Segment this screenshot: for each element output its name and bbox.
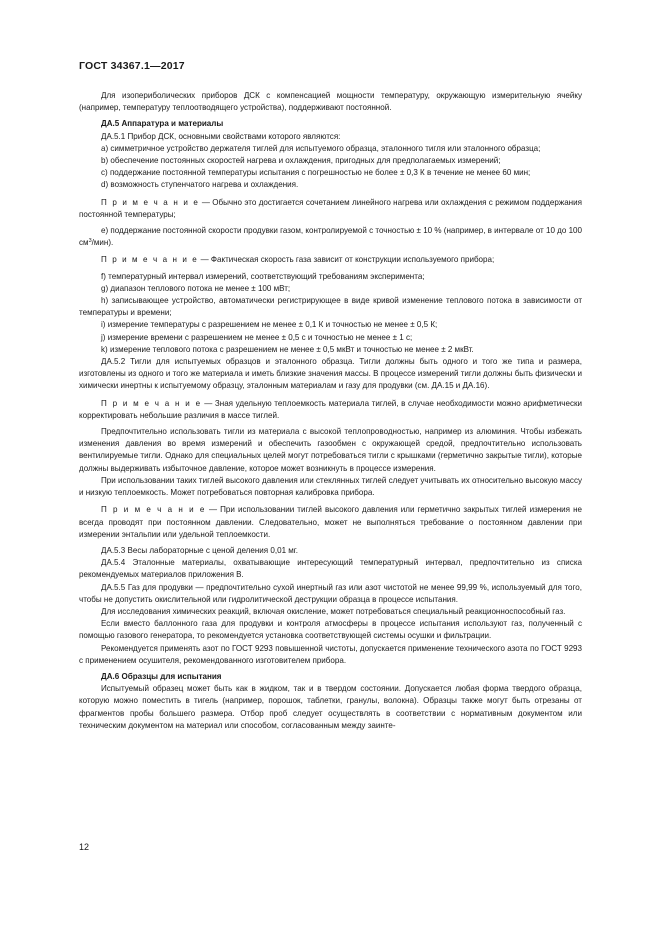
paragraph: Если вместо баллонного газа для продувки и контроля атмосферы в процессе испытания используют газ, полученный с помощью газового генератора, то рекомендуется установка соответствующей системы осушки и фильтрации.: [79, 619, 582, 641]
note: [79, 254, 582, 266]
list-item: f) температурный интервал измерений, соответствующий требованиям эксперимента;: [101, 271, 425, 281]
paragraph: Предпочтительно использовать тигли из материала с высокой теплопроводностью, например из алюминия. Чтобы избежать изменения давления во время измерений и обеспечить газообмен с окружающей средой, предпочтительно использовать вентилируемые тигли. Однако для специальных целей могут потребоваться тигли с крышками (герметично закрытые тигли), которые должны выдерживать избыточное давление, которое может возникнуть в процессе измерения.: [79, 427, 582, 473]
paragraph: Испытуемый образец может быть как в жидком, так и в твердом состоянии. Допускается любая форма твердого образца, которую можно поместить в тигель (например, порошок, таблетки, гранулы, волокна). Образцы также могут быть отрезаны от фрагментов пробы большего размера. Отбор проб следует осуществлять в соответствии с нормативным документом или техническим документом на материал или способом, согласованным между заинте-: [79, 684, 582, 730]
page-number: 12: [79, 842, 90, 852]
note-label: П р и м е ч а н и е: [101, 505, 206, 515]
note: [79, 504, 582, 541]
document-body: [79, 90, 582, 732]
note-label: П р и м е ч а н и е: [101, 197, 200, 207]
paragraph: Рекомендуется применять азот по ГОСТ 9293 повышенной чистоты, допускается применение технического азота по ГОСТ 9293 с применением осушителя, рекомендованного изготовителем прибора.: [79, 643, 582, 665]
document-header: ГОСТ 34367.1—2017: [79, 60, 185, 72]
paragraph: Для исследования химических реакций, включая окисление, может потребоваться специальный реакционноспособный газ.: [101, 606, 566, 616]
paragraph: При использовании таких тиглей высокого давления или стеклянных тиглей следует учитывать их относительно высокую массу и низкую теплоемкость. Может потребоваться повторная калибровка прибора.: [79, 475, 582, 498]
note-text: — При использовании тиглей высокого давления или герметично закрытых тиглей измерения не всегда проводят при постоянном давлении. Следовательно, может не выполняться требование о постоянном давлении при измерении энтальпии или удельной теплоемкости.: [79, 505, 583, 539]
list-item: с) поддержание постоянной температуры испытания с погрешностью не более ± 0,3 К в течение не менее 60 мин;: [101, 168, 531, 178]
note-label: П р и м е ч а н и е: [101, 398, 202, 408]
note-label: П р и м е ч а н и е: [101, 255, 199, 265]
paragraph: ДА.5.4 Эталонные материалы, охватывающие интересующий температурный интервал, предпочтительно из списка рекомендуемых материалов приложения В.: [79, 558, 582, 580]
list-item: е) поддержание постоянной скорости продувки газом, контролируемой с точностью ± 10 % (например, в интервале от 10 до 100 $см^3/мин$).: [79, 226, 582, 248]
paragraph: Для изопериболических приборов ДСК с компенсацией мощности температуру, окружающую измерительную ячейку (например, температуру теплоотводящего устройства), поддерживают постоянной.: [79, 91, 582, 113]
paragraph: ДА.5.1 Прибор ДСК, основными свойствами которого являются:: [101, 131, 341, 141]
superscript: 3: [88, 238, 92, 245]
list-item: k) измерение теплового потока с разрешением не менее ± 0,5 мкВт и точностью не менее ± 2 мкВт.: [101, 344, 474, 354]
note-text: — Фактическая скорость газа зависит от конструкции используемого прибора;: [198, 255, 495, 265]
list-item: а) симметричное устройство держателя тиглей для испытуемого образца, эталонного тигля или эталонного образца;: [101, 143, 541, 153]
note: [79, 197, 582, 221]
list-item: j) измерение времени с разрешением не менее ± 0,5 с и точностью не менее ± 1 с;: [101, 332, 413, 342]
list-item: b) обеспечение постоянных скоростей нагрева и охлаждения, пригодных для предполагаемых измерений;: [101, 156, 501, 166]
paragraph: ДА.5.3 Весы лабораторные с ценой деления 0,01 мг.: [101, 545, 298, 555]
note-text: — Обычно это достигается сочетанием линейного нагрева или охлаждения с режимом поддержания постоянной температуры;: [79, 197, 582, 219]
section-heading: ДА.6 Образцы для испытания: [101, 671, 222, 681]
section-heading: ДА.5 Аппаратура и материалы: [101, 119, 224, 129]
note-text: — Зная удельную теплоемкость материала тиглей, в случае необходимости можно арифметически корректировать небольшие различия в массе тиглей.: [79, 398, 582, 420]
list-item: h) записывающее устройство, автоматически регистрирующее в виде кривой изменение теплового потока в зависимости от температуры и времени;: [79, 296, 582, 318]
list-item: i) измерение температуры с разрешением не менее ± 0,1 К и точностью не менее ± 0,5 К;: [101, 320, 438, 330]
list-item: g) диапазон теплового потока не менее ± 100 мВт;: [101, 283, 291, 293]
paragraph: ДА.5.2 Тигли для испытуемых образцов и эталонного образца. Тигли должны быть одного и того же типа и размера, изготовлены из одного и того же материала и иметь близкие значения массы. В процессе измерений тигли должны быть физически и химически инертны к испытуемому образцу, эталонным материалам и газу для продувки (см. ДА.15 и ДА.16).: [79, 357, 582, 391]
note: [79, 398, 582, 422]
list-item: d) возможность ступенчатого нагрева и охлаждения.: [101, 180, 299, 190]
paragraph: ДА.5.5 Газ для продувки — предпочтительно сухой инертный газ или азот чистотой не менее 99,99 %, используемый для того, чтобы не допустить окислительной или гидролитической деструкции образца в процессе испытания.: [79, 582, 582, 604]
